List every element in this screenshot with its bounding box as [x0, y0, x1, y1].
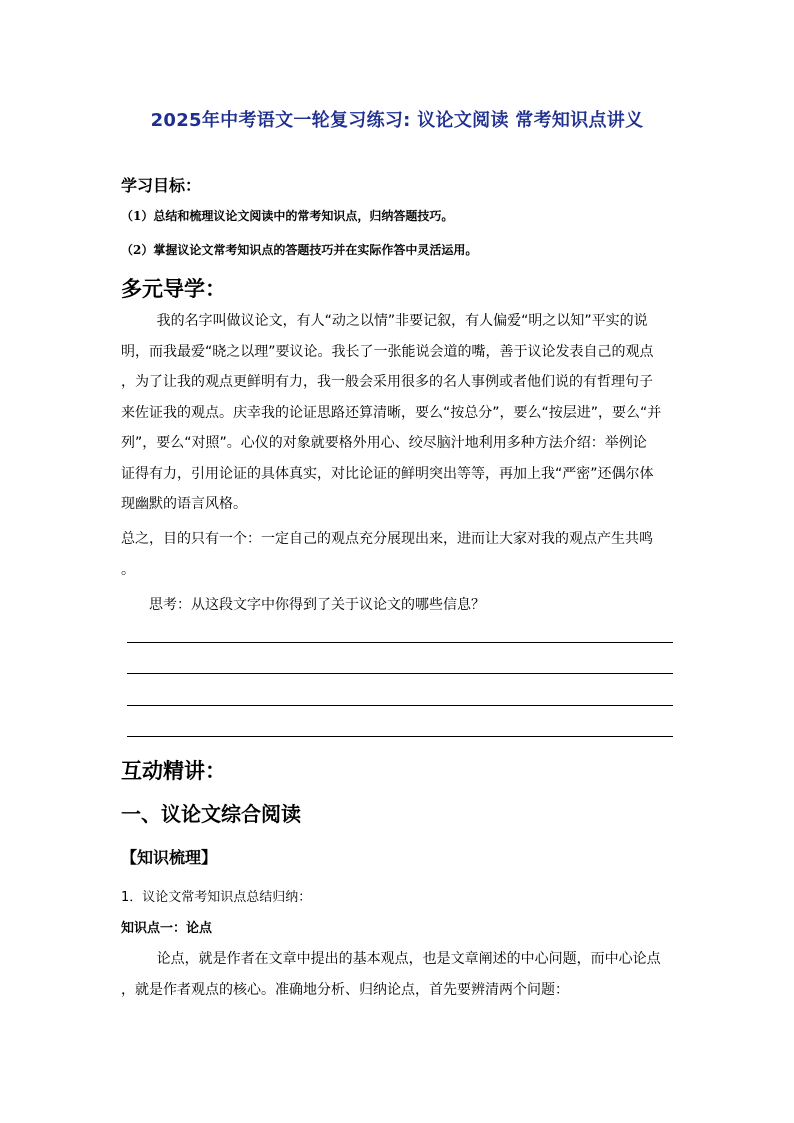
learning-goal-1: （1）总结和梳理议论文阅读中的常考知识点，归纳答题技巧。: [121, 209, 454, 223]
learning-goals-heading: 学习目标：: [121, 176, 202, 195]
knowledge-point-1-label: 知识点一：论点: [121, 921, 213, 936]
knowledge-heading: 【知识梳理】: [121, 848, 218, 867]
answer-line-3[interactable]: [127, 705, 673, 706]
section-heading: 一、议论文综合阅读: [121, 802, 301, 826]
guide-line-6: 证得有力，引用论证的具体真实，对比论证的鲜明突出等等，再加上我“严密”还偶尔体: [121, 466, 654, 482]
guide-line-4: 来佐证我的观点。庆幸我的论证思路还算清晰，要么“按总分”，要么“按层进”，要么“并: [121, 405, 662, 421]
think-question: 思考：从这段文字中你得到了关于议论文的哪些信息？: [149, 597, 485, 613]
guide-line-5: 列”，要么“对照”。心仪的对象就要格外用心、绞尽脑汁地利用多种方法介绍：举例论: [121, 435, 647, 451]
answer-line-1[interactable]: [127, 642, 673, 643]
learning-goal-2: （2）掌握议论文常考知识点的答题技巧并在实际作答中灵活运用。: [121, 243, 478, 257]
guide-line-2: 明，而我最爱“晓之以理”要议论。我长了一张能说会道的嘴，善于议论发表自己的观点: [121, 344, 654, 360]
answer-line-4[interactable]: [127, 736, 673, 737]
guided-study-heading: 多元导学：: [121, 276, 226, 301]
document-title: 2025年中考语文一轮复习练习: 议论文阅读 常考知识点讲义: [150, 110, 644, 131]
interactive-heading: 互动精讲：: [121, 758, 226, 783]
guide-line-9: 。: [121, 562, 135, 578]
guide-line-8: 总之，目的只有一个：一定自己的观点充分展现出来，进而让大家对我的观点产生共鸣: [121, 531, 653, 547]
guide-line-3: ，为了让我的观点更鲜明有力，我一般会采用很多的名人事例或者他们说的有哲理句子: [121, 374, 653, 390]
point1-line-2: ，就是作者观点的核心。准确地分析、归纳论点，首先要辨清两个问题：: [121, 982, 569, 998]
guide-line-1: 我的名字叫做议论文，有人“动之以情”非要记叙，有人偏爱“明之以知”平实的说: [121, 313, 648, 329]
guide-line-7: 现幽默的语言风格。: [121, 496, 247, 512]
point1-line-1: 论点，就是作者在文章中提出的基本观点，也是文章阐述的中心问题，而中心论点: [121, 951, 661, 967]
knowledge-item-1: 1．议论文常考知识点总结归纳：: [121, 890, 312, 905]
answer-line-2[interactable]: [127, 673, 673, 674]
